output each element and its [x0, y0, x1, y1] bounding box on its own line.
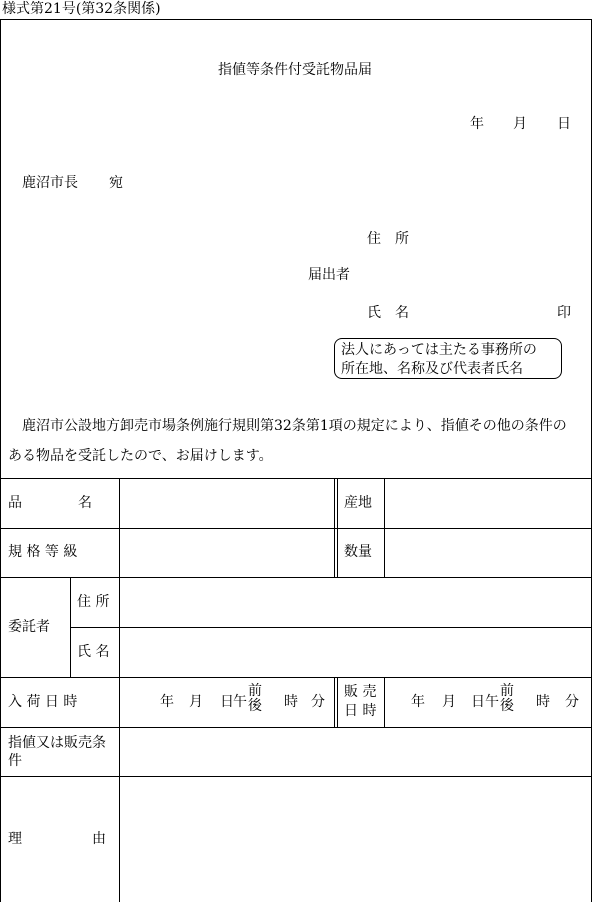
consignor-address-label: 住 所: [77, 594, 110, 610]
arrival-month: 月: [189, 694, 203, 710]
arrival-am-pm-choice: [248, 684, 262, 713]
consignor-name-label: 氏 名: [77, 644, 110, 660]
arrival-minute: 分: [311, 694, 325, 710]
date-month: 月: [513, 116, 527, 132]
table-rule: [0, 478, 592, 479]
table-rule: [70, 577, 71, 677]
reason-label: 理 由: [8, 831, 106, 847]
table-rule: [337, 478, 338, 577]
sale-datetime-label-2: 日 時: [344, 703, 377, 719]
limit-condition-label-2: 件: [8, 753, 22, 769]
date-day: 日: [557, 116, 571, 132]
am-option: 前: [500, 683, 514, 699]
corporate-note-line1: 法人にあっては主たる事務所の: [341, 342, 537, 358]
sale-hour: 時: [536, 694, 550, 710]
reporter-name-label: 氏 名: [367, 305, 409, 321]
table-rule: [70, 627, 592, 628]
table-rule: [119, 478, 120, 902]
sale-ampm: 午: [485, 694, 499, 710]
addressee-suffix: 宛: [109, 175, 123, 191]
pm-option: 後: [248, 697, 262, 714]
origin-label: 産地: [344, 495, 372, 511]
form-title: 指値等条件付受託物品届: [218, 62, 372, 78]
body-text-line2: ある物品を受託したので、お届けします。: [8, 448, 273, 464]
quantity-label: 数量: [344, 544, 372, 560]
sale-day: 日: [471, 694, 485, 710]
addressee-name: 鹿沼市長: [22, 175, 78, 191]
reporter-address-label: 住 所: [367, 231, 409, 247]
sale-year: 年: [411, 694, 425, 710]
form-number: 様式第21号(第32条関係): [2, 1, 161, 17]
table-rule: [0, 528, 592, 529]
table-rule: [334, 677, 335, 727]
body-text-line1: 鹿沼市公設地方卸売市場条例施行規則第32条第1項の規定により、指値その他の条件の: [22, 418, 567, 434]
grade-label: 規 格 等 級: [8, 544, 78, 560]
item-name-label: 品 名: [8, 495, 92, 511]
consignor-label: 委託者: [8, 619, 50, 635]
arrival-datetime-label: 入 荷 日 時: [8, 694, 78, 710]
table-rule: [0, 577, 592, 578]
pm-option: 後: [500, 697, 514, 714]
table-rule: [0, 677, 592, 678]
table-rule: [384, 478, 385, 577]
limit-condition-label-1: 指値又は販売条: [8, 735, 106, 751]
sale-am-pm-choice: [500, 684, 514, 713]
table-rule: [0, 727, 592, 728]
table-rule: [337, 677, 338, 727]
arrival-ampm: 午: [233, 694, 247, 710]
corporate-note-line2: 所在地、名称及び代表者氏名: [341, 361, 523, 377]
seal-mark: 印: [557, 305, 571, 321]
arrival-year: 年: [160, 694, 174, 710]
table-rule: [334, 478, 335, 577]
sale-month: 月: [442, 694, 456, 710]
arrival-hour: 時: [284, 694, 298, 710]
date-year: 年: [470, 116, 484, 132]
table-rule: [0, 776, 592, 777]
reporter-label: 届出者: [308, 267, 350, 283]
sale-minute: 分: [565, 694, 579, 710]
sale-datetime-label-1: 販 売: [344, 684, 377, 700]
table-rule: [384, 677, 385, 727]
am-option: 前: [248, 683, 262, 699]
arrival-day: 日: [220, 694, 234, 710]
